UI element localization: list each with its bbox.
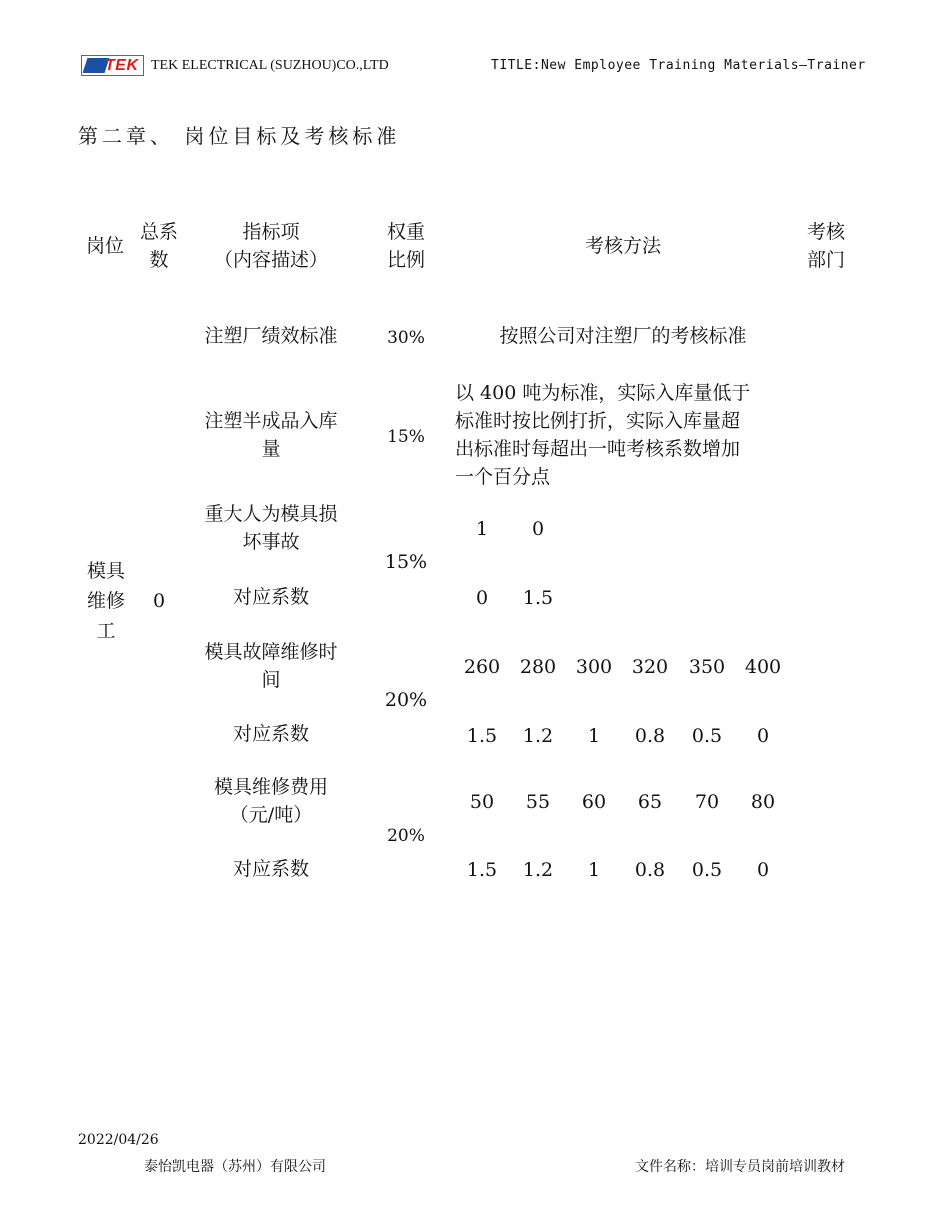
row3-weight: 15%	[384, 551, 428, 573]
row7-value-4: 65	[637, 791, 663, 813]
row7-value-5: 70	[694, 791, 720, 813]
row3-item-line1: 重大人为模具损	[204, 503, 338, 525]
row2-item-line1: 注塑半成品入库	[204, 410, 338, 432]
company-name-en: TEK ELECTRICAL (SUZHOU)CO.,LTD	[151, 58, 389, 73]
row6-value-1: 1.5	[466, 725, 498, 747]
company-logo	[81, 55, 144, 76]
row1-method: 按照公司对注塑厂的考核标准	[499, 325, 747, 347]
total-coef-value: 0	[152, 590, 166, 612]
row6-value-6: 0	[756, 725, 770, 747]
row5-value-2: 280	[519, 656, 557, 678]
row2-method-line3: 出标准时每超出一吨考核系数增加	[455, 438, 741, 460]
row8-value-5: 0.5	[691, 859, 723, 881]
row1-item: 注塑厂绩效标准	[204, 325, 338, 347]
post-line2: 维修	[86, 590, 125, 612]
row5-item-line1: 模具故障维修时	[204, 641, 338, 663]
row7-item-line1: 模具维修费用	[213, 776, 328, 798]
row4-value-2: 1.5	[522, 587, 554, 609]
row7-weight: 20%	[387, 826, 425, 846]
row8-value-3: 1	[587, 859, 601, 881]
row2-method-line2: 标准时按比例打折，实际入库量超	[455, 410, 741, 432]
row1-weight: 30%	[387, 328, 425, 348]
row6-value-2: 1.2	[522, 725, 554, 747]
header-weight-line1: 权重	[386, 221, 425, 243]
header-post: 岗位	[85, 235, 124, 257]
header-dept-line2: 部门	[806, 249, 845, 271]
header-total-coef-line2: 数	[149, 249, 169, 271]
row6-value-4: 0.8	[634, 725, 666, 747]
header-weight-line2: 比例	[386, 249, 425, 271]
header-indicator-line1: 指标项	[242, 221, 300, 243]
chapter-title: 第二章、 岗位目标及考核标准	[78, 124, 401, 148]
footer-company-cn: 泰怡凯电器（苏州）有限公司	[144, 1159, 326, 1175]
row3-item-line2: 坏事故	[242, 531, 300, 553]
footer-date: 2022/04/26	[78, 1132, 159, 1148]
row5-value-5: 350	[688, 656, 726, 678]
row6-item: 对应系数	[232, 723, 309, 745]
row4-value-1: 0	[475, 587, 489, 609]
row5-value-6: 400	[744, 656, 782, 678]
row3-value-2: 0	[531, 518, 545, 540]
row5-weight: 20%	[384, 689, 428, 711]
row8-value-2: 1.2	[522, 859, 554, 881]
row2-method-line1: 以 400 吨为标准，实际入库量低于	[455, 382, 751, 404]
header-method: 考核方法	[584, 235, 661, 257]
header-indicator-line2: （内容描述）	[213, 249, 328, 271]
row8-item: 对应系数	[232, 858, 309, 880]
row7-value-6: 80	[750, 791, 776, 813]
header-total-coef-line1: 总系	[139, 221, 178, 243]
row7-item-line2: （元/吨）	[229, 804, 313, 826]
row7-value-2: 55	[525, 791, 551, 813]
row7-value-1: 50	[469, 791, 495, 813]
footer-file-name: 文件名称：培训专员岗前培训教材	[635, 1159, 845, 1175]
header-dept-line1: 考核	[806, 221, 845, 243]
document-title: TITLE:New Employee Training Materials—Trainer	[491, 58, 866, 73]
row2-weight: 15%	[387, 427, 425, 447]
row5-value-3: 300	[575, 656, 613, 678]
row8-value-4: 0.8	[634, 859, 666, 881]
row7-value-3: 60	[581, 791, 607, 813]
row5-value-4: 320	[631, 656, 669, 678]
post-line3: 工	[96, 620, 116, 642]
logo-text: TEK	[105, 57, 139, 74]
row5-value-1: 260	[463, 656, 501, 678]
row6-value-5: 0.5	[691, 725, 723, 747]
row8-value-1: 1.5	[466, 859, 498, 881]
row2-method-line4: 一个百分点	[455, 466, 551, 488]
row4-item: 对应系数	[232, 586, 309, 608]
row2-item-line2: 量	[261, 438, 281, 460]
row8-value-6: 0	[756, 859, 770, 881]
row3-value-1: 1	[475, 518, 489, 540]
row6-value-3: 1	[587, 725, 601, 747]
row5-item-line2: 间	[261, 669, 281, 691]
post-line1: 模具	[86, 560, 125, 582]
